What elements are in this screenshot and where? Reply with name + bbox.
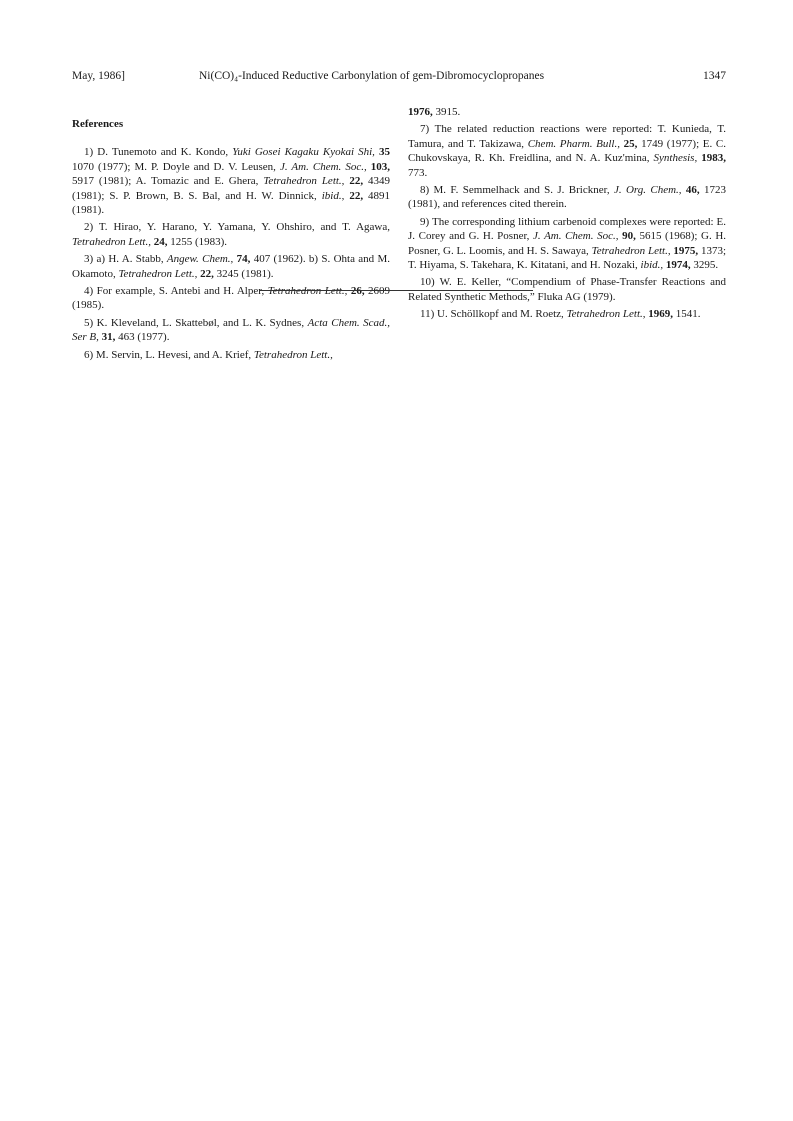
reference-6-end: 1976, 3915. xyxy=(408,106,461,118)
reference-10: 10) W. E. Keller, “Compendium of Phase-Transfer Reactions and Related Synthetic Methods,” Fluka AG (1979). xyxy=(408,276,726,303)
end-rule xyxy=(259,290,533,291)
reference-1: 1) D. Tunemoto and K. Kondo, Yuki Gosei Kagaku Kyokai Shi, 35 1070 (1977); M. P. Doyle and D. V. Leusen, J. Am. Chem. Soc., 103, 5917 (1981); A. Tomazic and E. Ghera, Tetrahedron Lett., 22, 4349 (1981); S. P. Brown, B. S. Bal, and H. W. Dinnick, ibid., 22, 4891 (1981). xyxy=(72,146,391,217)
reference-4: 4) For example, S. Antebi and H. Alper, Tetrahedron Lett., 26, 2609 (1985). xyxy=(72,285,391,312)
reference-9: 9) The corresponding lithium carbenoid complexes were reported: E. J. Corey and G. H. Posner, J. Am. Chem. Soc., 90, 5615 (1968); G. H. Posner, G. L. Loomis, and H. S. Sawaya, Tetrahedron Lett., 1975, 1373; T. Hiyama, S. Takehara, K. Kitatani, and H. Nozaki, ibid., 1974, 3295. xyxy=(408,215,727,272)
page-number: 1347 xyxy=(703,70,726,82)
header-title: Ni(CO)₄-Induced Reductive Carbonylation of gem-Dibromocyclopropanes xyxy=(199,70,545,82)
reference-3: 3) a) H. A. Stabb, Angew. Chem., 74, 407 (1962). b) S. Ohta and M. Okamoto, Tetrahedron Lett., 22, 3245 (1981). xyxy=(72,253,391,280)
reference-6-start: 6) M. Servin, L. Hevesi, and A. Krief, Tetrahedron Lett., xyxy=(84,348,333,361)
right-column xyxy=(408,105,726,325)
header-date: May, 1986] xyxy=(72,70,125,82)
running-header xyxy=(72,70,726,88)
reference-5: 5) K. Kleveland, L. Skattebøl, and L. K. Sydnes, Acta Chem. Scad., Ser B, 31, 463 (1977). xyxy=(72,316,391,344)
left-column xyxy=(72,105,390,365)
reference-7: 7) The related reduction reactions were reported: T. Kunieda, T. Tamura, and T. Takizawa, Chem. Pharm. Bull., 25, 1749 (1977); E. C. Chukovskaya, R. Kh. Freidlina, and N. A. Kuz'mina, Synthesis, 1983, 773. xyxy=(408,123,727,179)
reference-8: 8) M. F. Semmelhack and S. J. Brickner, J. Org. Chem., 46, 1723 (1981), and references cited therein. xyxy=(408,184,726,211)
reference-2: 2) T. Hirao, Y. Harano, Y. Yamana, Y. Ohshiro, and T. Agawa, Tetrahedron Lett., 24, 1255 (1983). xyxy=(72,221,390,248)
reference-11: 11) U. Schöllkopf and M. Roetz, Tetrahedron Lett., 1969, 1541. xyxy=(420,308,701,321)
references-heading: References xyxy=(72,118,124,130)
